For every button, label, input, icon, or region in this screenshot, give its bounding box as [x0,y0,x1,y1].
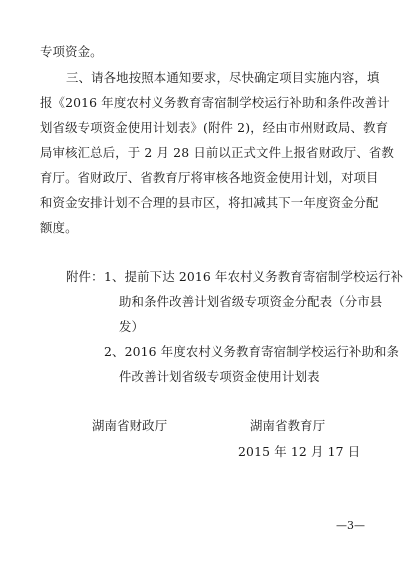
body-line-3: 报《2016 年度农村义务教育寄宿制学校运行补助和条件改善计 [40,95,390,110]
attachment-2-line-1: 2、2016 年度农村义务教育寄宿制学校运行补助和条 [104,344,400,359]
body-line-7: 和资金安排计划不合理的县市区，将扣减其下一年度资金分配 [40,195,379,210]
body-line-2: 三、请各地按照本通知要求，尽快确定项目实施内容，填 [66,70,380,85]
page-number: —3— [336,519,365,532]
body-line-1: 专项资金。 [40,44,103,59]
signature-finance-dept: 湖南省财政厅 [92,418,168,433]
body-line-6: 育厅。省财政厅、省教育厅将审核各地资金使用计划，对项目 [40,170,379,185]
attachment-1-line-2: 助和条件改善计划省级专项资金分配表（分市县 [119,294,383,309]
body-line-5: 局审核汇总后，于 2 月 28 日前以正式文件上报省财政厅、省教 [40,145,394,160]
body-line-4: 划省级专项资金使用计划表》(附件 2)，经由市州财政局、教育 [40,120,389,135]
signature-education-dept: 湖南省教育厅 [250,418,326,433]
signature-date: 2015 年 12 月 17 日 [238,444,361,459]
attachment-1-line-1: 1、提前下达 2016 年农村义务教育寄宿制学校运行补 [104,269,403,284]
attachment-1-line-3: 发） [119,319,145,334]
body-line-8: 额度。 [40,220,78,235]
attachments-label: 附件： [66,269,104,284]
attachment-2-line-2: 件改善计划省级专项资金使用计划表 [119,369,320,384]
